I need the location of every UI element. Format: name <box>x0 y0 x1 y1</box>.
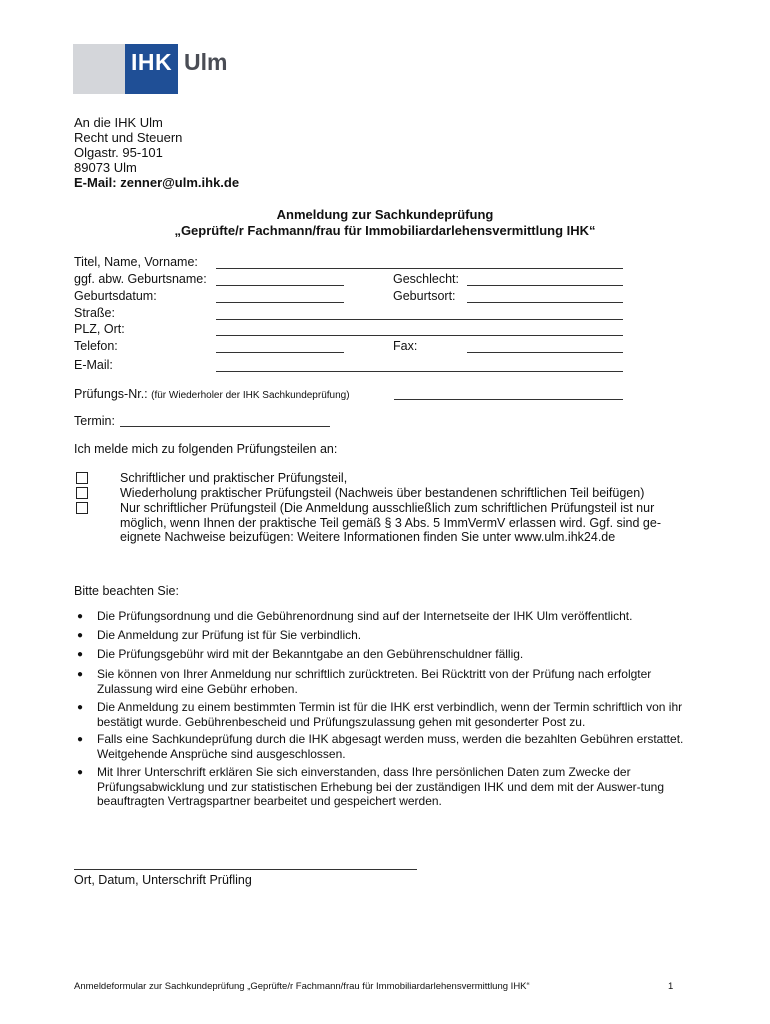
option-label-1: Schriftlicher und praktischer Prüfungsteil, <box>120 471 348 485</box>
email-field[interactable] <box>216 371 623 372</box>
exam-no-label-text: Prüfungs-Nr.: <box>74 387 148 401</box>
phone-field[interactable] <box>216 352 344 353</box>
note-item: Sie können von Ihrer Anmeldung nur schriftlich zurücktreten. Bei Rücktritt von der Prüfung nach erfolgter Zulassung wird eine Gebühr erhoben. <box>97 667 652 696</box>
address-line-4: 89073 Ulm <box>74 160 137 175</box>
option-label-3: Nur schriftlicher Prüfungsteil (Die Anmeldung ausschließlich zum schriftlichen Prüfungsteil ist nur möglich, wenn Ihnen der praktische Teil gemäß § 3 Abs. 5 ImmVermV erlassen wird. Ggf. sind ge-eignete Nachweise beizufügen: Weitere Informationen finden Sie unter www.ulm.ihk24.de <box>120 501 661 544</box>
option-checkbox-1[interactable] <box>76 472 88 484</box>
gender-field[interactable] <box>467 285 623 286</box>
page-number: 1 <box>668 981 674 992</box>
email-label: E-Mail: <box>74 358 113 372</box>
birthname-label: ggf. abw. Geburtsname: <box>74 272 207 286</box>
birthname-field[interactable] <box>216 285 344 286</box>
bullet-icon: ● <box>77 734 84 745</box>
bullet-icon: ● <box>77 702 84 713</box>
date-label: Termin: <box>74 414 115 428</box>
address-line-1: An die IHK Ulm <box>74 115 163 130</box>
signature-label: Ort, Datum, Unterschrift Prüfling <box>74 873 252 887</box>
address-line-3: Olgastr. 95-101 <box>74 145 163 160</box>
exam-no-label <box>74 387 350 401</box>
name-label: Titel, Name, Vorname: <box>74 255 198 269</box>
fax-label: Fax: <box>393 339 418 353</box>
birthdate-field[interactable] <box>216 302 344 303</box>
option-checkbox-3[interactable] <box>76 502 88 514</box>
bullet-icon: ● <box>77 649 84 660</box>
option-checkbox-2[interactable] <box>76 487 88 499</box>
note-item: Die Anmeldung zur Prüfung ist für Sie verbindlich. <box>97 628 362 642</box>
note-item: Falls eine Sachkundeprüfung durch die IHK abgesagt werden muss, werden die bezahlten Gebühren erstattet. Weitgehende Ansprüche sind ausgeschlossen. <box>97 732 684 761</box>
phone-label: Telefon: <box>74 339 118 353</box>
birthdate-label: Geburtsdatum: <box>74 289 157 303</box>
register-intro: Ich melde mich zu folgenden Prüfungsteilen an: <box>74 442 338 456</box>
date-field[interactable] <box>120 426 330 427</box>
note-item: Mit Ihrer Unterschrift erklären Sie sich einverstanden, dass Ihre persönlichen Daten zum Zwecke der Prüfungsabwicklung und zur statistischen Erhebung bei der zuständigen IHK und dem mit der Auswer-tung beauftragten Vertragspartner bearbeitet und gespeichert werden. <box>97 765 664 808</box>
option-label-2: Wiederholung praktischer Prüfungsteil (Nachweis über bestandenen schriftlichen Teil beifügen) <box>120 486 645 500</box>
signature-field[interactable] <box>74 869 417 870</box>
form-title: Anmeldung zur Sachkundeprüfung <box>276 207 494 222</box>
address-email: E-Mail: zenner@ulm.ihk.de <box>74 175 240 190</box>
birthplace-label: Geburtsort: <box>393 289 456 303</box>
exam-no-field[interactable] <box>394 399 623 400</box>
fax-field[interactable] <box>467 352 623 353</box>
bullet-icon: ● <box>77 611 84 622</box>
note-item: Die Anmeldung zu einem bestimmten Termin ist für die IHK erst verbindlich, wenn der Termin schriftlich von ihr bestätigt wurde. Gebührenbescheid und Prüfungszulassung gehen mit gesonderter Post zu. <box>97 700 683 729</box>
logo-gray-block <box>73 44 129 94</box>
bullet-icon: ● <box>77 669 84 680</box>
note-item: Die Prüfungsordnung und die Gebührenordnung sind auf der Internetseite der IHK Ulm veröffentlicht. <box>97 609 633 623</box>
notes-heading: Bitte beachten Sie: <box>74 584 179 598</box>
note-item: Die Prüfungsgebühr wird mit der Bekanntgabe an den Gebührenschuldner fällig. <box>97 647 524 661</box>
birthplace-field[interactable] <box>467 302 623 303</box>
address-line-2: Recht und Steuern <box>74 130 183 145</box>
form-subtitle: „Geprüfte/r Fachmann/frau für Immobiliardarlehensvermittlung IHK“ <box>174 223 596 238</box>
name-field[interactable] <box>216 268 623 269</box>
street-field[interactable] <box>216 319 623 320</box>
street-label: Straße: <box>74 306 115 320</box>
logo-ihk-text: IHK <box>131 49 173 75</box>
bullet-icon: ● <box>77 630 84 641</box>
footer-text: Anmeldeformular zur Sachkundeprüfung „Geprüfte/r Fachmann/frau für Immobiliardarlehensvermittlung IHK“ <box>74 981 530 992</box>
logo-ulm-text: Ulm <box>184 49 228 75</box>
bullet-icon: ● <box>77 767 84 778</box>
gender-label: Geschlecht: <box>393 272 460 286</box>
exam-no-note: (für Wiederholer der IHK Sachkundeprüfung) <box>151 390 350 401</box>
zip-label: PLZ, Ort: <box>74 322 125 336</box>
zip-field[interactable] <box>216 335 623 336</box>
